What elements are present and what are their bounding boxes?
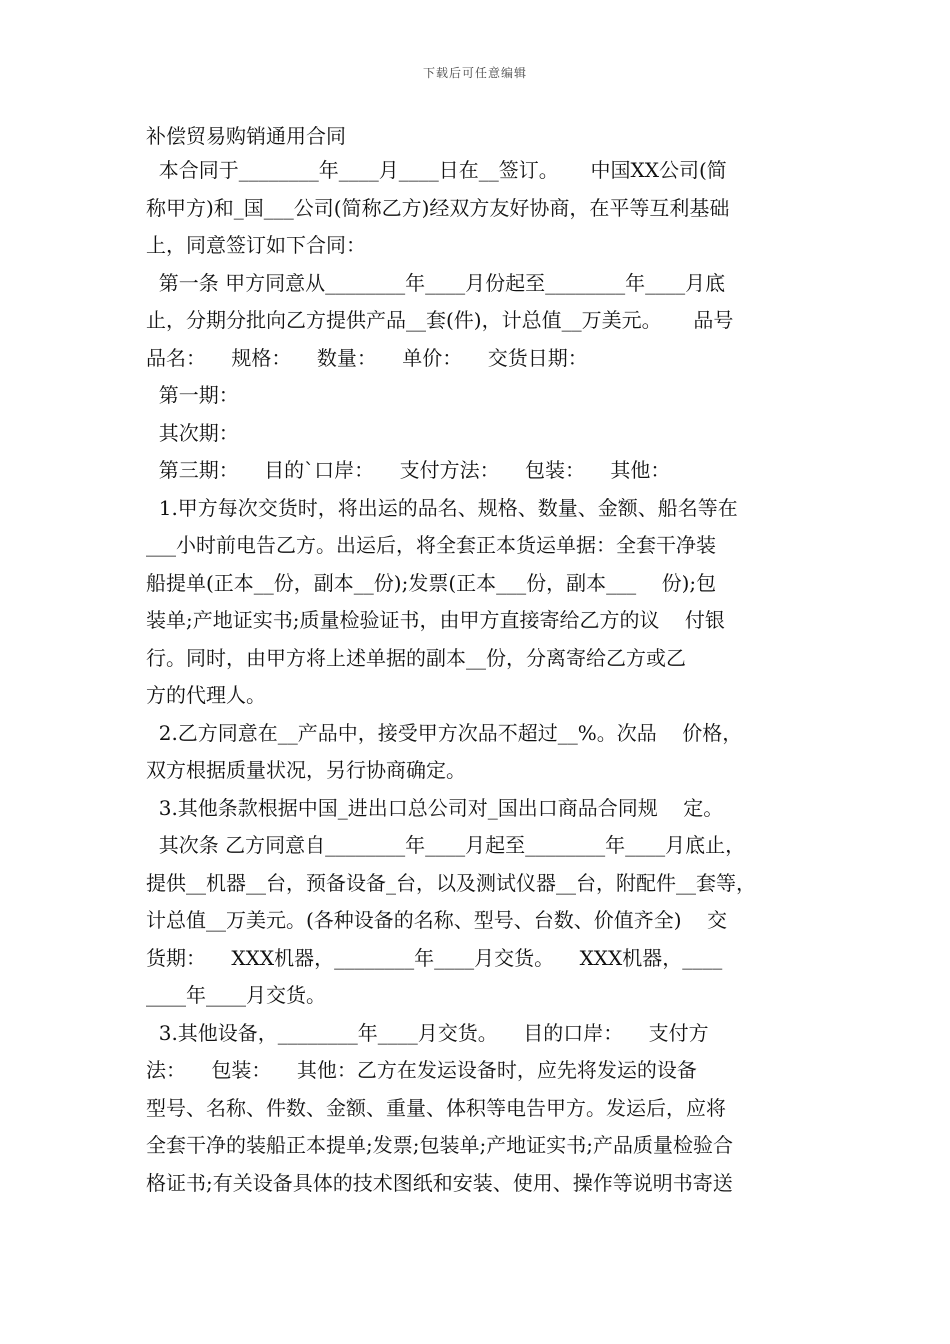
text-line: 3.其他设备，________年____月交货。 目的口岸： 支付方 [146,1020,709,1045]
page-header: 下载后可任意编辑 [422,66,527,80]
text-line: 3.其他条款根据中国_进出口总公司对_国出口商品合同规 定。 [146,795,724,820]
text-line: ___小时前电告乙方。出运后，将全套正本货运单据：全套干净装 [146,533,716,557]
document-title: 补偿贸易购销通用合同 [146,124,346,148]
text-line: 船提单(正本__份，副本__份);发票(正本___份，副本___ 份);包 [146,570,717,595]
text-line: 第三期： 目的`口岸： 支付方法： 包装： 其他： [146,458,671,482]
text-line: 全套干净的装船正本提单;发票;包装单;产地证实书;产品质量检验合 [146,1133,733,1157]
document-paragraphs [146,152,814,1202]
text-line: 装单;产地证实书;质量检验证书，由甲方直接寄给乙方的议 付银 [146,608,725,632]
text-line: 型号、名称、件数、金额、重量、体积等电告甲方。发运后，应将 [146,1095,726,1120]
text-line: 计总值__万美元。(各种设备的名称、型号、台数、价值齐全) 交 [146,908,728,932]
text-line: 止，分期分批向乙方提供产品__套(件)，计总值__万美元。 品号 [146,308,734,332]
text-line: ____年____月交货。 [146,983,326,1007]
text-line: 双方根据质量状况，另行协商确定。 [146,758,466,782]
text-line: 第一条 甲方同意从________年____月份起至________年____月底 [146,270,726,295]
text-line: 其次条 乙方同意自________年____月起至________年____月底止， [146,833,746,857]
text-line: 本合同于________年____月____日在__签订。 中国XX公司(简 [146,158,727,182]
text-line: 格证书;有关设备具体的技术图纸和安装、使用、操作等说明书寄送 [146,1170,733,1195]
text-line: 上，同意签订如下合同： [146,233,366,257]
text-line: 其次期： [146,420,239,445]
text-line: 方的代理人。 [146,683,266,707]
text-line: 提供__机器__台，预备设备_台，以及测试仪器__台，附配件__套等， [146,870,756,895]
text-line: 2.乙方同意在__产品中，接受甲方次品不超过__%。次品 价格， [146,720,743,745]
text-line: 法： 包装： 其他：乙方在发运设备时，应先将发运的设备 [146,1058,697,1082]
text-line: 第一期： [146,383,239,407]
document-body [146,120,814,1202]
text-line: 货期： XXX机器，________年____月交货。 XXX机器，____ [146,945,723,970]
text-line: 1.甲方每次交货时，将出运的品名、规格、数量、金额、船名等在 [146,495,738,520]
text-line: 行。同时，由甲方将上述单据的副本__份，分离寄给乙方或乙 [146,645,686,670]
text-line: 称甲方)和_国___公司(简称乙方)经双方友好协商，在平等互利基础 [146,195,730,220]
text-line: 品名： 规格： 数量： 单价： 交货日期： [146,345,588,370]
